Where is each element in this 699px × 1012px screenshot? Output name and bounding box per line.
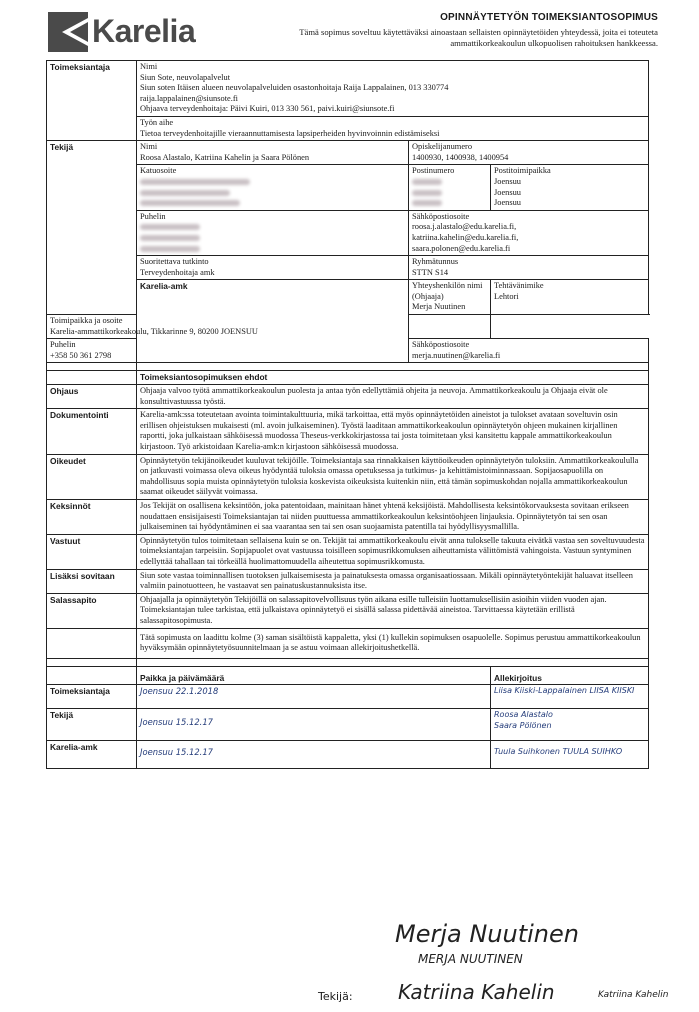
yhteyshenkilo-cell [409,280,491,315]
karelia-sahkoposti-cell [409,339,649,363]
field-value: saara.polonen@edu.karelia.fi [412,243,511,253]
field-label: Yhteyshenkilön nimi (Ohjaaja) [412,281,483,301]
field-value: Joensuu [494,187,521,197]
field-value: Roosa Alastalo, Katriina Kahelin ja Saara Pölönen [140,152,310,162]
postitoimipaikka-cell [491,165,649,210]
ehto-label: Keksinnöt [47,499,137,534]
field-label: Opiskelijanumero [412,142,473,152]
section-label: Karelia-amk [137,280,409,363]
ehto-label: Oikeudet [47,454,137,499]
ehdot-title: Toimeksiantosopimuksen ehdot [137,371,649,385]
field-value: merja.nuutinen@karelia.fi [412,350,501,360]
tekija-row [47,141,649,165]
puhelin-cell [137,210,409,255]
toimeksiantaja-nimi-cell [137,61,649,117]
document-title: OPINNÄYTETYÖN TOIMEKSIANTOSOPIMUS [440,12,658,23]
signature-role: Karelia-amk [47,741,137,769]
field-label: Nimi [140,142,158,152]
handwritten-signature: Katriina Kahelin [398,980,555,1004]
handwritten-print-name: MERJA NUUTINEN [418,952,523,966]
tehtavanimike-cell [491,280,649,315]
logo-wordmark: Karelia [92,13,196,49]
field-value: 1400930, 1400938, 1400954 [412,152,509,162]
signature-role: Tekijä [47,709,137,741]
ehto-row [47,534,649,569]
agreement-table [46,60,649,769]
field-label: Postitoimipaikka [494,166,551,176]
section-label: Toimeksiantaja [47,61,137,141]
redacted-value [140,235,200,241]
ehto-row [47,409,649,454]
redacted-value [412,179,442,185]
field-label: Työn aihe [140,117,174,127]
ehto-text: Ohjaajalla ja opinnäytetyön Tekijöillä on salassapitovelvollisuus työn aikana esille tulleisiin luottamuksellisiin asioihin viiden vuoden ajan. Toimeksiantajan tulee tarkistaa, että julkaistava opinnäytetyö ei sisällä salassa pidettävää aineistoa. Tarvittaessa käytetään erillistä salassapitosopimusta. [137,593,649,628]
postinumero-cell [409,165,491,210]
allekirjoitus-label: Allekirjoitus [491,666,649,685]
signature-row [47,741,649,769]
field-value: katriina.kahelin@edu.karelia.fi, [412,232,519,242]
document-subtitle: Tämä sopimus soveltuu käytettäväksi ainoastaan sellaisten opinnäytetöiden yhteydessä, joita ei toteuteta ammattikorkeakoulun ulkopuolisen rahoituksen hankkeessa. [299,27,658,48]
field-label: Tehtävänimike [494,281,544,291]
tekija-nimi-cell [137,141,409,165]
field-label: Ryhmätunnus [412,257,459,267]
opiskelijanumero-cell [409,141,649,165]
redacted-value [140,179,250,185]
ehto-text: Ohjaaja valvoo työtä ammattikorkeakoulun puolesta ja antaa työn edellyttämiä ohjeita ja neuvoja. Ammattikorkeakoulu ja Ohjaaja eivät ole konsulttivastuussa työstä. [137,385,649,409]
document-header [48,8,658,54]
field-label: Sähköpostiosoite [412,211,470,221]
ehto-label: Dokumentointi [47,409,137,454]
karelia-logo-icon [48,12,88,52]
redacted-value [140,200,240,206]
field-value: Siun soten Itäisen alueen neuvolapalveluiden osastonhoitaja Raija Lappalainen, 013 330774 [140,83,449,93]
redacted-value [140,190,230,196]
field-label: Puhelin [50,340,76,350]
closing-text: Tätä sopimusta on laadittu kolme (3) saman sisältöistä kappaletta, yksi (1) kullekin sopimuksen osapuolelle. Sopimus perustuu ammattikorkeakoulun hyväksymään opinnäytetyösuunnitelmaan ja se astuu voimaan allekirjoitushetkellä. [137,628,649,658]
closing-row [47,628,649,658]
signature-name: Saara Pölönen [494,720,552,730]
ehto-text: Opinnäytetyön tekijänoikeudet kuuluvat tekijöille. Toimeksiantaja saa rinnakkaisen käyttöoikeuden opinnäytetyön tuloksiin. Ammattikorkeakoululla on jatkuvasti voimassa oleva oikeus hyödyntää tuloksia omassa opetuksessa ja tutkimus- ja kehittämistoiminnassaan. Sopijaosapuolilla on mahdollisuus sopia muista opinnäytetyön tuloksia koskevista oikeuksista kuitenkin niin, että tämän sopimuskohdan nojalla ammattikorkeakoulun saamat oikeudet säilyvät voimassa. [137,454,649,499]
ehto-label: Ohjaus [47,385,137,409]
field-label: Puhelin [140,211,166,221]
field-value: Siun Sote, neuvolapalvelut [140,72,231,82]
field-label: Katuosoite [140,166,177,176]
ehto-row [47,385,649,409]
field-value: +358 50 361 2798 [50,350,112,360]
ehto-text: Siun sote vastaa toiminnallisen tuotoksen julkaisemisesta ja painatuksesta omassa organisaatiossaan. Mikäli opinnäytetyöntekijät haluavat itselleen valmiin painotuotteen, he vastaavat sen painatuskustannuksista itse. [137,569,649,593]
field-label: Suoritettava tutkinto [140,257,209,267]
redacted-value [412,200,442,206]
field-value: STTN S14 [412,267,449,277]
ehto-row [47,593,649,628]
signature-name: Liisa Kiiski-Lappalainen [494,686,587,696]
signature-name: Tuula Suihkonen [494,747,560,757]
signature-date: Joensuu 15.12.17 [137,709,491,741]
ehto-label: Lisäksi sovitaan [47,569,137,593]
signature-name: LIISA KIISKI [589,686,635,696]
field-value: Merja Nuutinen [412,302,466,312]
signature-name: Roosa Alastalo [494,710,553,720]
signature-row [47,709,649,741]
field-value: raija.lappalainen@siunsote.fi [140,93,238,103]
sahkoposti-cell [409,210,649,255]
karelia-logo [48,12,223,56]
tyon-aihe-cell [137,116,649,140]
field-value: Joensuu [494,198,521,208]
field-value: Lehtori [494,291,519,301]
paikka-label: Paikka ja päivämäärä [137,666,491,685]
field-value: Terveydenhoitaja amk [140,267,215,277]
field-label: Sähköpostiosoite [412,340,470,350]
toimeksiantaja-row [47,61,649,117]
signature-names [491,685,649,709]
redacted-value [140,224,200,230]
field-value: Tietoa terveydenhoitajille vieraannuttamisesta lapsiperheiden hyvinvoinnin edistämiseksi [140,128,440,138]
ehto-text: Opinnäytetyön tulos toimitetaan sellaisena kuin se on. Tekijät tai ammattikorkeakoulu eivät anna tulokselle takuuta eivätkä vastaa sen soveltuvuudesta toimeksiantajan tarpeisiin. Sopijapuolet ovat vastuussa toisilleen sopimusrikkomuksen aiheuttamista välittömistä vahingoista. Vastuun syntyminen edellyttää tahallaan tai törkeällä huolimattomuudella aiheutettua sopimusrikkomusta. [137,534,649,569]
redacted-value [140,246,200,252]
tutkinto-cell [137,256,409,280]
signature-names [491,741,649,769]
handwritten-print-name: Katriina Kahelin [598,990,669,1000]
signature-date: Joensuu 22.1.2018 [137,685,491,709]
field-label: Toimipaikka ja osoite [50,316,123,326]
field-value: roosa.j.alastalo@edu.karelia.fi, [412,222,517,232]
ehto-text: Karelia-amk:ssa toteutetaan avointa toimintakulttuuria, mikä tarkoittaa, että myös opinnäytetöiden aineistot ja tulokset avataan soveltuvin osin erillisen ohjeistuksen mukaisesti (ml. avoin julkaiseminen). Työstä laaditaan ammattikorkeakoulun opinnäytetyön ohjeen mukainen kirjallinen raportti, joka julkaistaan sähköisessä muodossa Theseus-verkkokirjastossa tai josta toimitetaan yksi kansitettu kappale ammattikorkeakoulun kirjastoon. Työ arkistoidaan Karelia-amk:n kirjastoon sähköisessä muodossa. [137,409,649,454]
karelia-puhelin-cell [47,339,137,363]
field-label: Postinumero [412,166,455,176]
ehto-row [47,569,649,593]
ryhmatunnus-cell [409,256,649,280]
section-label: Tekijä [47,141,137,315]
karelia-row [47,280,649,315]
signature-row [47,685,649,709]
signature-name: TUULA SUIHKO [562,747,623,757]
signature-role: Toimeksiantaja [47,685,137,709]
toimipaikka-cell [47,315,491,339]
ehto-label: Salassapito [47,593,137,628]
field-value: Ohjaava terveydenhoitaja: Päivi Kuiri, 013 330 561, paivi.kuiri@siunsote.fi [140,104,395,114]
redacted-value [412,190,442,196]
field-label: Nimi [140,62,158,71]
signature-header-row [47,666,649,685]
ehto-label: Vastuut [47,534,137,569]
ehto-row [47,454,649,499]
handwritten-signature: Merja Nuutinen [395,920,579,948]
ehto-row [47,499,649,534]
field-value: Karelia-ammattikorkeakoulu, Tikkarinne 9, 80200 JOENSUU [50,326,258,336]
signature-names [491,709,649,741]
signature-date: Joensuu 15.12.17 [137,741,491,769]
ehto-text: Jos Tekijät on osallisena keksintöön, joka patentoidaan, mainitaan hänet yhtenä keksijöistä. Mahdollisesta keksintökorvauksesta sovitaan erikseen noudattaen ensisijaisesti Toimeksiantajan tai niiden puuttuessa ammattikorkeakoulun keksintöohjeen linjauksia. Opinnäytetyön tai sen osan julkaiseminen tai hyödyntäminen ei saa vaarantaa sen tai sen osan suojaamista patentilla tai hyödyllisyysmallilla. [137,499,649,534]
field-value: Joensuu [494,176,521,186]
tekija-label: Tekijä: [318,990,353,1003]
ehdot-title-row [47,371,649,385]
katuosoite-cell [137,165,409,210]
